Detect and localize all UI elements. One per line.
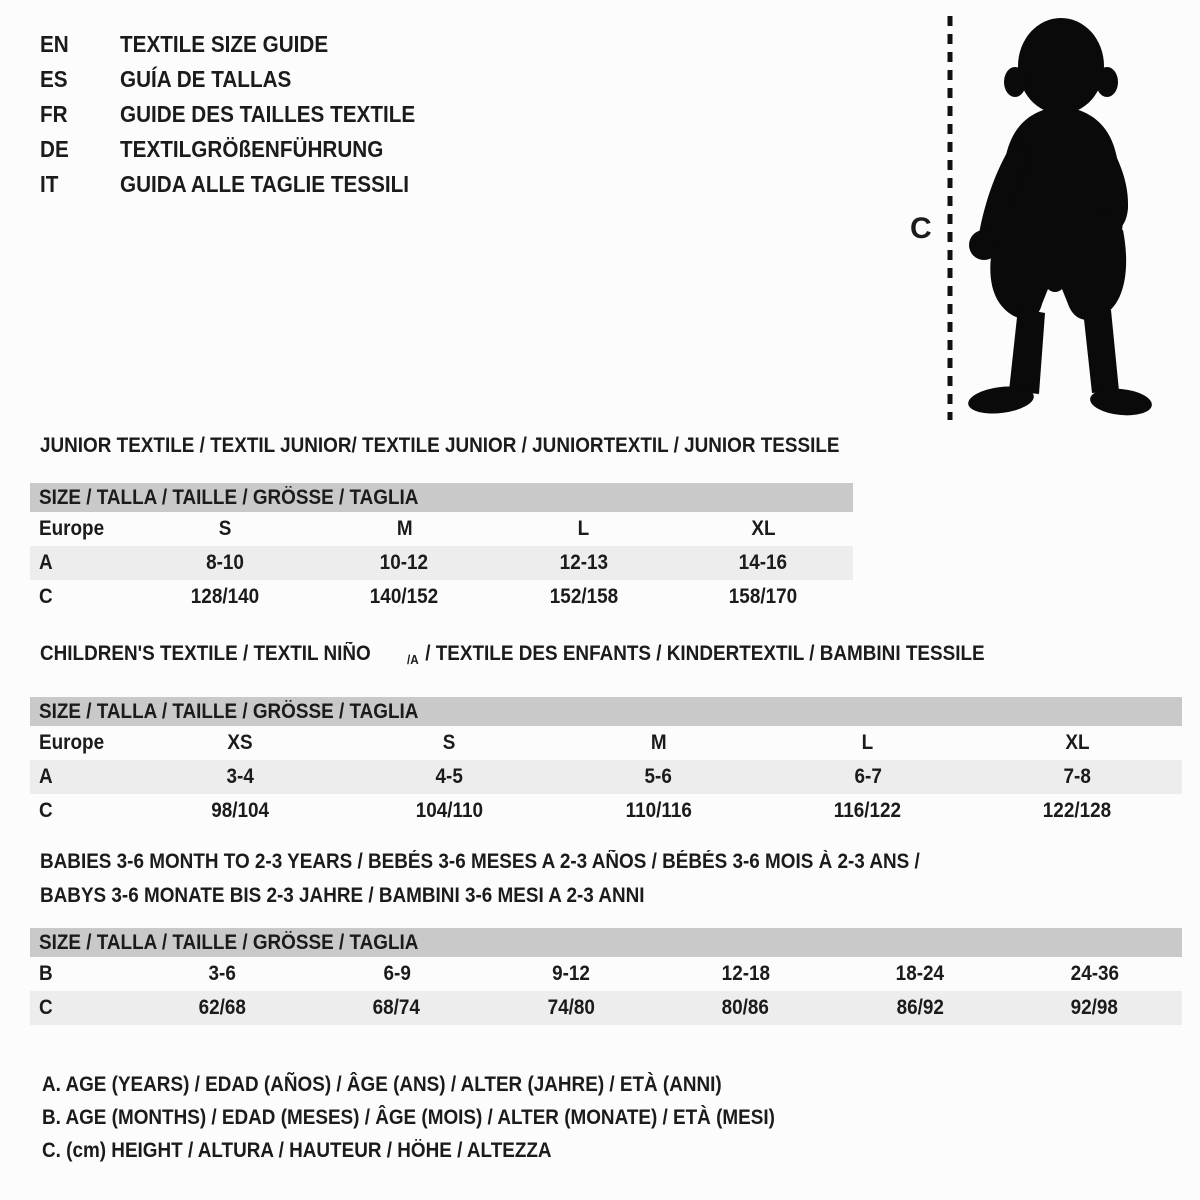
size-value: 6-7 [854, 765, 882, 788]
legend-text: C. (cm) HEIGHT / ALTURA / HAUTEUR / HÖHE / ALTEZZA [42, 1139, 552, 1162]
size-value: 86/92 [896, 996, 944, 1019]
language-code: FR [40, 101, 68, 127]
size-value-cell [135, 726, 344, 760]
size-value-cell [674, 512, 854, 546]
size-table-row [30, 726, 1182, 760]
row-label: A [39, 765, 53, 788]
children-section-heading [40, 641, 1182, 673]
size-value: 110/116 [625, 799, 692, 822]
size-value-cell [135, 760, 344, 794]
size-value: L [577, 517, 590, 540]
size-value-cell [1008, 991, 1183, 1025]
size-value-cell [554, 794, 763, 828]
size-value-cell [135, 512, 315, 546]
size-value-cell [554, 726, 763, 760]
size-header-row [30, 697, 1182, 726]
size-value: 7-8 [1063, 765, 1091, 788]
row-label: C [39, 799, 53, 822]
size-value-cell [659, 991, 834, 1025]
size-value-cell [484, 991, 659, 1025]
row-label: Europe [39, 731, 105, 754]
legend-text: B. AGE (MONTHS) / EDAD (MESES) / ÂGE (MOIS) / ALTER (MONATE) / ETÀ (MESI) [42, 1106, 775, 1129]
measurement-legend [42, 1068, 856, 1167]
size-value-cell [135, 580, 315, 614]
row-label: C [39, 585, 53, 608]
size-value-cell [973, 760, 1182, 794]
row-label-cell [30, 546, 135, 580]
size-value: 14-16 [739, 551, 788, 574]
junior-textile-section [30, 433, 928, 614]
size-value: 152/158 [549, 585, 618, 608]
size-header-text: SIZE / TALLA / TAILLE / GRÖSSE / TAGLIA [39, 699, 419, 723]
size-value: 68/74 [373, 996, 421, 1019]
size-value-cell [484, 957, 659, 991]
language-title: TEXTILGRÖßENFÜHRUNG [120, 136, 384, 162]
language-row [40, 62, 448, 97]
language-row [40, 132, 448, 167]
section-heading-text: JUNIOR TEXTILE / TEXTIL JUNIOR/ TEXTILE JUNIOR / JUNIORTEXTIL / JUNIOR TESSILE [40, 434, 840, 457]
size-value: XL [1065, 731, 1090, 754]
size-value: 3-6 [208, 962, 236, 985]
size-value-cell [763, 726, 972, 760]
size-value: 10-12 [380, 551, 429, 574]
size-value-cell [494, 512, 674, 546]
size-value: L [862, 731, 874, 754]
size-header-cell [30, 697, 1182, 726]
size-value: 158/170 [729, 585, 798, 608]
size-value-cell [659, 957, 834, 991]
size-value: 8-10 [205, 551, 244, 574]
row-label-cell [30, 991, 135, 1025]
legend-line [42, 1068, 856, 1101]
size-value: 4-5 [435, 765, 463, 788]
legend-text: A. AGE (YEARS) / EDAD (AÑOS) / ÂGE (ANS) / ALTER (JAHRE) / ETÀ (ANNI) [42, 1073, 722, 1096]
section-heading-line [40, 845, 1182, 879]
size-value-cell [135, 991, 310, 1025]
size-value-cell [310, 991, 485, 1025]
language-row [40, 167, 448, 202]
size-value-cell [315, 580, 495, 614]
section-heading-line [40, 433, 928, 459]
size-value-cell [973, 794, 1182, 828]
size-header-row [30, 928, 1182, 957]
section-heading-text: BABIES 3-6 MONTH TO 2-3 YEARS / BEBÉS 3-6 MESES A 2-3 AÑOS / BÉBÉS 3-6 MOIS À 2-3 ANS / [40, 850, 920, 873]
row-label: B [39, 962, 53, 985]
size-value-cell [135, 957, 310, 991]
size-value: 128/140 [190, 585, 259, 608]
row-label: A [39, 551, 53, 574]
size-table-row [30, 794, 1182, 828]
section-heading-text: / TEXTILE DES ENFANTS / KINDERTEXTIL / BAMBINI TESSILE [420, 642, 986, 665]
size-value: 24-36 [1070, 962, 1119, 985]
size-value-cell [494, 546, 674, 580]
language-title: TEXTILE SIZE GUIDE [120, 31, 329, 57]
size-value-cell [344, 760, 553, 794]
children-size-table [30, 697, 1182, 828]
size-value-cell [494, 580, 674, 614]
size-value: XS [227, 731, 253, 754]
size-value: 116/122 [834, 799, 902, 822]
size-value: 98/104 [210, 799, 269, 822]
size-value: M [396, 517, 413, 540]
language-title: GUIDA ALLE TAGLIE TESSILI [120, 171, 410, 197]
babies-size-table [30, 928, 1182, 1025]
size-value: 18-24 [896, 962, 945, 985]
junior-section-heading [40, 433, 928, 459]
size-value-cell [833, 957, 1008, 991]
junior-size-table [30, 483, 853, 614]
size-value-cell [135, 794, 344, 828]
size-value-cell [315, 512, 495, 546]
language-row [40, 27, 448, 62]
size-value: 140/152 [370, 585, 439, 608]
size-header-text: SIZE / TALLA / TAILLE / GRÖSSE / TAGLIA [39, 930, 419, 954]
size-value-cell [763, 794, 972, 828]
section-heading-text: /A [407, 652, 420, 667]
size-value: 3-4 [226, 765, 254, 788]
size-value: 12-18 [721, 962, 770, 985]
size-value: XL [751, 517, 776, 540]
language-code: EN [40, 31, 69, 57]
size-value-cell [344, 726, 553, 760]
size-value: 5-6 [644, 765, 673, 788]
language-code: ES [40, 66, 68, 92]
size-value-cell [344, 794, 553, 828]
language-title: GUÍA DE TALLAS [120, 66, 292, 92]
size-value: M [650, 731, 667, 754]
size-value-cell [674, 546, 854, 580]
size-header-cell [30, 483, 853, 512]
size-value: 6-9 [383, 962, 411, 985]
size-table-row [30, 760, 1182, 794]
size-value: 62/68 [198, 996, 246, 1019]
height-measure-label: C [910, 212, 932, 245]
size-header-row [30, 483, 853, 512]
babies-textile-section [30, 845, 1182, 1025]
size-value-cell [315, 546, 495, 580]
size-value: S [218, 517, 232, 540]
language-title-list [40, 27, 448, 202]
size-value-cell [674, 580, 854, 614]
size-value: 9-12 [552, 962, 591, 985]
row-label-cell [30, 794, 135, 828]
size-value-cell [973, 726, 1182, 760]
size-header-text: SIZE / TALLA / TAILLE / GRÖSSE / TAGLIA [39, 485, 419, 509]
size-header-cell [30, 928, 1182, 957]
row-label-cell [30, 760, 135, 794]
language-code: IT [40, 171, 59, 197]
size-value-cell [135, 546, 315, 580]
size-value: 92/98 [1071, 996, 1119, 1019]
size-value: 104/110 [415, 799, 483, 822]
language-row [40, 97, 448, 132]
row-label-cell [30, 580, 135, 614]
size-value-cell [310, 957, 485, 991]
row-label-cell [30, 726, 135, 760]
size-table-row [30, 991, 1182, 1025]
language-title: GUIDE DES TAILLES TEXTILE [120, 101, 416, 127]
legend-line [42, 1134, 856, 1167]
size-value-cell [763, 760, 972, 794]
size-value-cell [554, 760, 763, 794]
size-table-row [30, 580, 853, 614]
size-table-row [30, 546, 853, 580]
babies-section-heading [40, 845, 1182, 913]
size-table-row [30, 512, 853, 546]
row-label-cell [30, 512, 135, 546]
size-table-row [30, 957, 1182, 991]
size-value-cell [1008, 957, 1183, 991]
size-value: 80/86 [722, 996, 770, 1019]
section-heading-text: BABYS 3-6 MONATE BIS 2-3 JAHRE / BAMBINI 3-6 MESI A 2-3 ANNI [40, 884, 645, 907]
legend-line [42, 1101, 856, 1134]
row-label: Europe [39, 517, 105, 540]
size-value: S [442, 731, 456, 754]
section-heading-line [40, 879, 1182, 913]
childrens-textile-section [30, 641, 1182, 828]
language-code: DE [40, 136, 69, 162]
section-heading-text: CHILDREN'S TEXTILE / TEXTIL NIÑO [40, 642, 371, 665]
row-label: C [39, 996, 53, 1019]
row-label-cell [30, 957, 135, 991]
size-value-cell [833, 991, 1008, 1025]
size-value: 74/80 [547, 996, 595, 1019]
size-value: 122/128 [1043, 799, 1112, 822]
size-value: 12-13 [559, 551, 608, 574]
section-heading-line [40, 641, 1182, 673]
